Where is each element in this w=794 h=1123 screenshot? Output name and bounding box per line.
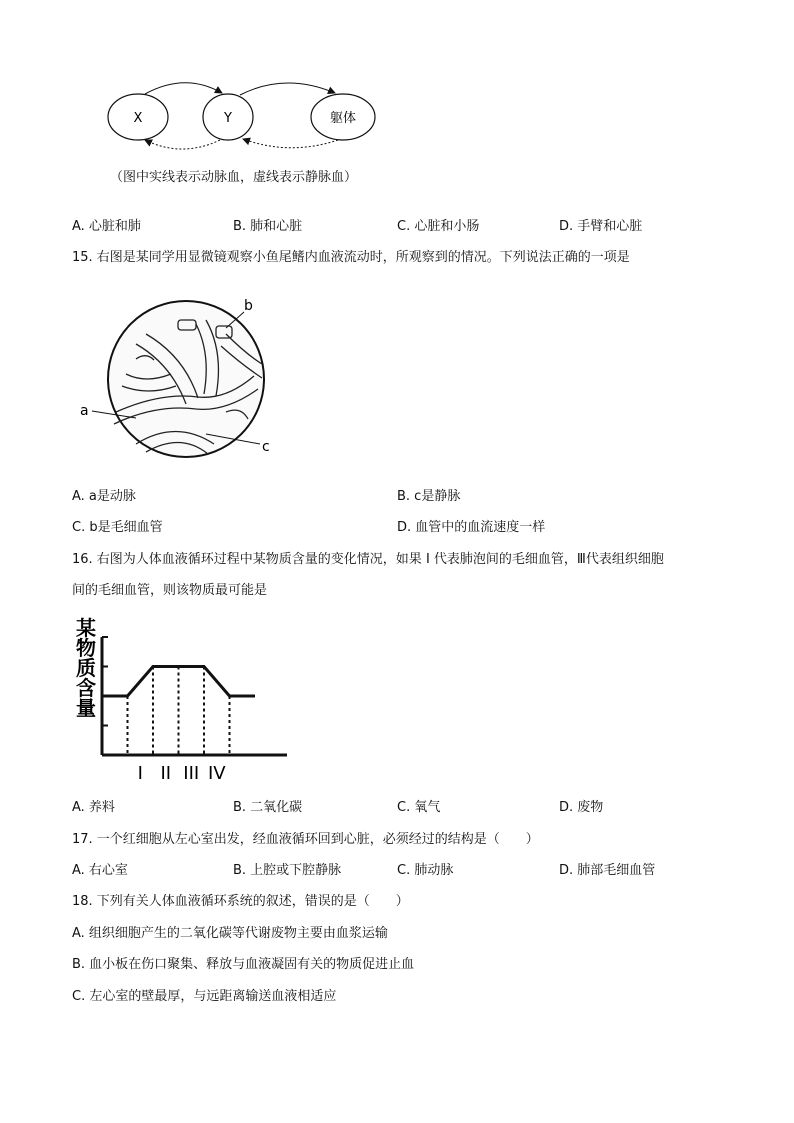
x-category-label: I [137,763,143,784]
node-x-label: X [133,111,143,126]
q14-option-d: D. 手臂和心脏 [559,219,643,234]
node-body-label: 躯体 [329,111,357,126]
q15-stem: 15. 右图是某同学用显微镜观察小鱼尾鳍内血液流动时，所观察到的情况。下列说法正确的一项是 [72,250,630,265]
q18-option-b: B. 血小板在伤口聚集、释放与血液凝固有关的物质促进止血 [72,957,415,972]
x-category-label: II [160,763,172,784]
q16-option-d: D. 废物 [559,800,604,815]
q14-option-b: B. 肺和心脏 [233,219,303,234]
q16-option-c: C. 氧气 [397,800,441,815]
q14-option-c: C. 心脏和小肠 [397,219,480,234]
substance-content-chart [72,615,302,787]
ylabel-char: 某 [76,616,96,640]
node-y-label: Y [224,111,232,126]
arrow-body-to-y [243,139,338,148]
label-b: b [244,298,253,314]
ylabel-char: 质 [76,656,96,680]
arrow-x-to-y [145,83,222,94]
q18-option-c: C. 左心室的壁最厚，与远距离输送血液相适应 [72,989,337,1004]
x-category-label: IV [207,763,226,784]
q15-option-a: A. a是动脉 [72,489,136,504]
q16-stem-line1: 16. 右图为人体血液循环过程中某物质含量的变化情况，如果 I 代表肺泡间的毛细血管，Ⅲ代表组织细胞 [72,552,664,567]
arrow-y-to-body [240,83,335,95]
ylabel-char: 含 [76,676,96,700]
q17-option-c: C. 肺动脉 [397,863,454,878]
q16-option-a: A. 养料 [72,800,115,815]
ylabel-char: 量 [76,696,96,720]
q15-option-c: C. b是毛细血管 [72,520,163,535]
q17-option-d: D. 肺部毛细血管 [559,863,656,878]
q15-option-d: D. 血管中的血流速度一样 [397,520,546,535]
q17-option-b: B. 上腔或下腔静脉 [233,863,342,878]
q18-stem: 18. 下列有关人体血液循环系统的叙述，错误的是（ ） [72,894,409,909]
x-category-label: III [183,763,200,784]
microscope-field [108,301,264,457]
circulation-diagram [100,78,380,158]
q17-option-a: A. 右心室 [72,863,128,878]
arrow-y-to-x [145,140,220,149]
q14-caption: （图中实线表示动脉血，虚线表示静脉血） [110,170,358,185]
q16-stem-line2: 间的毛细血管，则该物质最可能是 [72,583,268,598]
q17-stem: 17. 一个红细胞从左心室出发，经血液循环回到心脏，必须经过的结构是（ ） [72,832,539,847]
q16-option-b: B. 二氧化碳 [233,800,303,815]
q15-option-b: B. c是静脉 [397,489,461,504]
label-a: a [80,403,89,419]
label-c: c [262,439,270,455]
q18-option-a: A. 组织细胞产生的二氧化碳等代谢废物主要由血浆运输 [72,926,388,941]
fish-tail-microscope-figure [76,294,276,466]
ylabel-char: 物 [76,636,96,660]
q14-option-a: A. 心脏和肺 [72,219,141,234]
